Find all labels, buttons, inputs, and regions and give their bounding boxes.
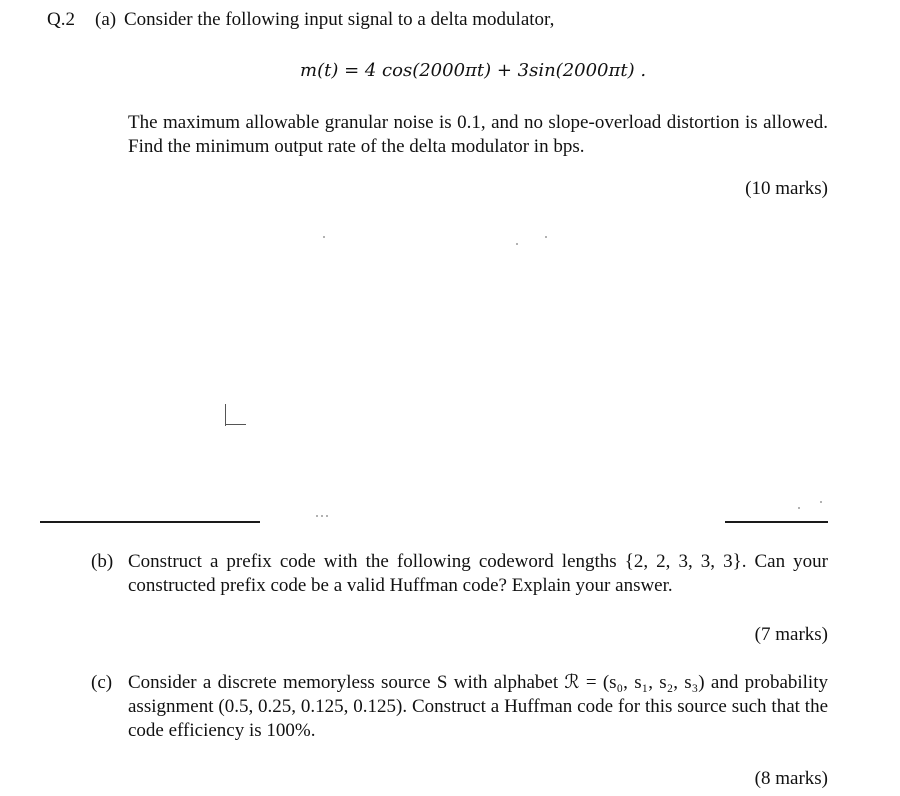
part-c-label: (c) <box>91 672 113 693</box>
question-number: Q.2 <box>47 9 75 30</box>
part-b-label: (b) <box>91 551 114 572</box>
artifact-dot <box>798 507 800 509</box>
part-b-marks: (7 marks) <box>754 624 828 645</box>
artifact-dot <box>820 501 822 503</box>
artifact-dot <box>326 515 328 517</box>
artifact-dot <box>316 515 318 517</box>
artifact-dot <box>545 236 547 238</box>
part-a-label: (a) <box>95 9 117 30</box>
part-b-text: Construct a prefix code with the following codeword lengths {2, 2, 3, 3, 3}. Can your constructed prefix code be a valid Huffman code? Explain your answer. <box>128 551 828 596</box>
section-divider-left <box>40 521 260 523</box>
part-a-marks: (10 marks) <box>745 178 828 199</box>
part-c-marks: (8 marks) <box>754 768 828 789</box>
equation-m-t: m(t) = 4 cos(2000πt) + 3sin(2000πt) . <box>300 60 647 81</box>
part-c-text: Consider a discrete memoryless source S with alphabet ℛ = (s₀, s₁, s₂, s₃) and probability assignment (0.5, 0.25, 0.125, 0.125). Construct a Huffman code for this source such that the code efficiency is 100%. <box>128 672 828 741</box>
artifact-dot <box>516 243 518 245</box>
section-divider-right <box>725 521 828 523</box>
part-a-intro: Consider the following input signal to a delta modulator, <box>124 9 555 30</box>
artifact-dot <box>321 515 323 517</box>
pencil-mark <box>225 404 226 426</box>
part-a-body: The maximum allowable granular noise is 0.1, and no slope-overload distortion is allowed. Find the minimum output rate of the delta modulator in bps. <box>128 112 828 157</box>
pencil-mark <box>226 424 246 425</box>
artifact-dot <box>323 236 325 238</box>
